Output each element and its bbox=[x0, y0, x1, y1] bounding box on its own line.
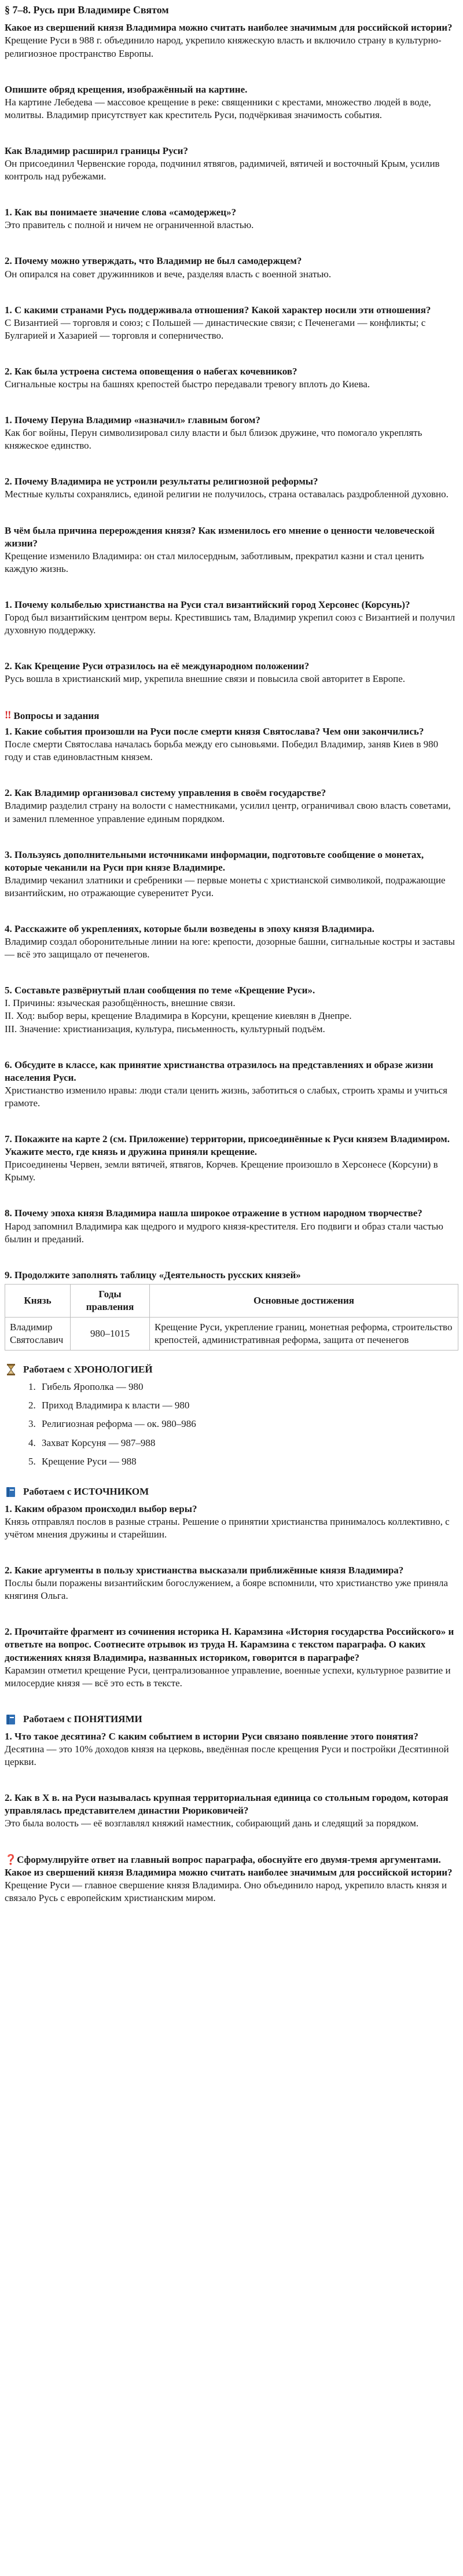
qa-block bbox=[5, 984, 458, 1035]
answer: Князь отправлял послов в разные страны. Решение о принятии христианства принималось коллективно, с учётом мнения дружины и старейшин. bbox=[5, 1515, 450, 1540]
answer: Народ запомнил Владимира как щедрого и мудрого князя-крестителя. Его подвиги и образ стали частью былин и преданий. bbox=[5, 1220, 443, 1245]
concepts-heading bbox=[5, 1713, 458, 1726]
question: 3. Пользуясь дополнительными источниками информации, подготовьте сообщение о монетах, которые чеканили на Руси при князе Владимире. bbox=[5, 849, 424, 873]
princes-table bbox=[5, 1284, 458, 1351]
answer: Как бог войны, Перун символизировал силу власти и был близок дружине, что помогало укреплять княжеское единство. bbox=[5, 427, 422, 452]
question: Опишите обряд крещения, изображённый на картине. bbox=[5, 83, 248, 95]
chronology-list bbox=[5, 1381, 458, 1467]
answer: Русь вошла в христианский мир, укрепила внешние связи и повысила свой авторитет в Европе. bbox=[5, 673, 406, 685]
question: 2. Почему Владимира не устроили результаты религиозной реформы? bbox=[5, 476, 318, 487]
qa-block bbox=[5, 787, 458, 825]
answer: Это была волость — её возглавлял княжий наместник, собирающий дань и следящий за порядком. bbox=[5, 1818, 419, 1829]
table-cell-achievements: Крещение Руси, укрепление границ, монетная реформа, строительство крепостей, административная реформа, защита от печенегов bbox=[150, 1317, 458, 1350]
answer: Послы были поражены византийским богослужением, а бояре вспомнили, что христианство уже приняла княгиня Ольга. bbox=[5, 1577, 448, 1602]
book-icon bbox=[5, 1485, 17, 1498]
question: 8. Почему эпоха князя Владимира нашла широкое отражение в устном народном творчестве? bbox=[5, 1208, 422, 1219]
qa-block bbox=[5, 1059, 458, 1110]
list-item: 1. Гибель Ярополка — 980 bbox=[38, 1381, 458, 1393]
chronology-heading bbox=[5, 1363, 458, 1376]
question: В чём была причина перерождения князя? Как изменилось его мнение о ценности человеческой жизни? bbox=[5, 524, 435, 549]
concepts-list bbox=[5, 1730, 458, 1830]
answer: Сигнальные костры на башнях крепостей быстро передавали тревогу вплоть до Киева. bbox=[5, 378, 370, 390]
qa-block bbox=[5, 83, 458, 122]
question: 2. Как Владимир организовал систему управления в своём государстве? bbox=[5, 787, 326, 799]
table-task: 9. Продолжите заполнять таблицу «Деятельность русских князей» bbox=[5, 1269, 301, 1280]
list-item: 4. Захват Корсуня — 987–988 bbox=[38, 1437, 458, 1450]
question-mark-icon: ❓ bbox=[5, 1854, 17, 1865]
question: 2. Прочитайте фрагмент из сочинения историка Н. Карамзина «История государства Российского» и ответьте на вопрос. Соотнесите отрывок из труда Н. Карамзина с текстом параграфа. О каких достижениях князя Владимира, названных историком, говорится в параграфе? bbox=[5, 1626, 454, 1663]
plan-line: II. Ход: выбор веры, крещение Владимира в Корсуни, крещение киевлян в Днепре. bbox=[5, 1010, 352, 1022]
qa-block bbox=[5, 206, 458, 232]
question: 1. Почему колыбелью христианства на Руси стал византийский город Херсонес (Корсунь)? bbox=[5, 599, 410, 610]
answer: Владимир разделил страну на волости с наместниками, усилил центр, ограничивал свою власть советами, и заменил племенное управление единым порядком. bbox=[5, 800, 451, 824]
qa-block bbox=[5, 145, 458, 183]
question: 1. Каким образом происходил выбор веры? bbox=[5, 1503, 197, 1514]
qa-block bbox=[5, 414, 458, 452]
final-question bbox=[5, 1854, 458, 1879]
book-icon bbox=[5, 1713, 17, 1726]
question: 2. Как Крещение Руси отразилось на её международном положении? bbox=[5, 660, 310, 672]
qa-block bbox=[5, 849, 458, 900]
final-question-block bbox=[5, 1854, 458, 1905]
sources-heading-label: Работаем с ИСТОЧНИКОМ bbox=[23, 1485, 149, 1497]
table-header-row bbox=[5, 1284, 458, 1317]
qa-block bbox=[5, 1207, 458, 1245]
plan-line: I. Причины: языческая разобщённость, внешние связи. bbox=[5, 997, 236, 1009]
page-title: § 7–8. Русь при Владимире Святом bbox=[5, 4, 169, 16]
table-header-cell: Годы правления bbox=[71, 1284, 150, 1317]
question: 2. Как в X в. на Руси называлась крупная территориальная единица со стольным городом, которая управлялась представителем династии Рюриковичей? bbox=[5, 1792, 449, 1817]
qa-block bbox=[5, 475, 458, 501]
tasks-heading-label: Вопросы и задания bbox=[13, 710, 100, 721]
list-item: 2. Приход Владимира к власти — 980 bbox=[38, 1399, 458, 1412]
table-row bbox=[5, 1317, 458, 1350]
qa-block bbox=[5, 1564, 458, 1602]
plan-line: III. Значение: христианизация, культура, письменность, культурный подъём. bbox=[5, 1023, 325, 1034]
final-question-text: Сформулируйте ответ на главный вопрос параграфа, обоснуйте его двумя-тремя аргументами. Какое из свершений князя Владимира можно считать наиболее значимым для российской истории? bbox=[5, 1854, 453, 1878]
answer: Крещение изменило Владимира: он стал милосердным, заботливым, прекратил казни и стал ценить каждую жизнь. bbox=[5, 550, 424, 574]
answer: Это правитель с полной и ничем не ограниченной властью. bbox=[5, 219, 254, 231]
final-answer: Крещение Руси — главное свершение князя Владимира. Оно объединило народ, укрепило власть князя и связало Русь с европейским христианским миром. bbox=[5, 1879, 447, 1903]
qa-block bbox=[5, 923, 458, 961]
list-item: 5. Крещение Руси — 988 bbox=[38, 1455, 458, 1468]
qa-block bbox=[5, 660, 458, 685]
answer: После смерти Святослава началась борьба между его сыновьями. Победил Владимир, заняв Киев в 980 году и став единовластным князем. bbox=[5, 739, 439, 763]
question: 2. Какие аргументы в пользу христианства высказали приближённые князя Владимира? bbox=[5, 1565, 404, 1576]
qa-block bbox=[5, 255, 458, 280]
qa-block bbox=[5, 365, 458, 391]
concepts-heading-label: Работаем с ПОНЯТИЯМИ bbox=[23, 1713, 142, 1724]
table-cell-years: 980–1015 bbox=[71, 1317, 150, 1350]
question: Как Владимир расширил границы Руси? bbox=[5, 145, 188, 156]
answer: Крещение Руси в 988 г. объединило народ, укрепило княжескую власть и включило страну в культурно-религиозное пространство Европы. bbox=[5, 35, 442, 59]
answer: Владимир создал оборонительные линии на юге: крепости, дозорные башни, сигнальные костры и заставы — всё это защищало от печенегов. bbox=[5, 936, 455, 960]
qa-block bbox=[5, 725, 458, 764]
tasks-heading bbox=[5, 709, 458, 723]
qa-block bbox=[5, 1792, 458, 1830]
answer: Карамзин отметил крещение Руси, централизованное управление, военные успехи, культурное развитие и милосердие князя — всё это есть в тексте. bbox=[5, 1664, 451, 1689]
question: 4. Расскажите об укреплениях, которые были возведены в эпоху князя Владимира. bbox=[5, 923, 374, 935]
answer: Он опирался на совет дружинников и вече, разделяя власть с военной знатью. bbox=[5, 268, 332, 280]
qa-block bbox=[5, 599, 458, 637]
hourglass-icon bbox=[5, 1363, 17, 1376]
answer: Присоединены Червен, земли вятичей, ятвягов, Корчев. Крещение произошло в Херсонесе (Корсуни) в Крыму. bbox=[5, 1159, 438, 1183]
table-cell-prince: Владимир Святославич bbox=[5, 1317, 71, 1350]
question: 1. Как вы понимаете значение слова «самодержец»? bbox=[5, 207, 237, 218]
qa-block bbox=[5, 1625, 458, 1689]
qa-block bbox=[5, 1503, 458, 1541]
question: 1. Какие события произошли на Руси после смерти князя Святослава? Чем они закончились? bbox=[5, 726, 424, 737]
tasks-list bbox=[5, 725, 458, 1246]
list-item: 3. Религиозная реформа — ок. 980–986 bbox=[38, 1418, 458, 1430]
table-header-cell: Основные достижения bbox=[150, 1284, 458, 1317]
qa-block bbox=[5, 21, 458, 60]
chronology-heading-label: Работаем с ХРОНОЛОГИЕЙ bbox=[23, 1364, 153, 1375]
answer: Владимир чеканил златники и сребреники — первые монеты с христианской символикой, подражающие византийским, но отражающие суверенитет Руси. bbox=[5, 874, 446, 898]
sources-list bbox=[5, 1503, 458, 1690]
question: 5. Составьте развёрнутый план сообщения по теме «Крещение Руси». bbox=[5, 985, 315, 996]
answer: С Византией — торговля и союз; с Польшей — династические связи; с Печенегами — конфликты; с Булгарией и Хазарией — торговля и соперничество. bbox=[5, 317, 426, 341]
table-header-cell: Князь bbox=[5, 1284, 71, 1317]
question: 7. Покажите на карте 2 (см. Приложение) территории, присоединённые к Руси князем Владимиром. Укажите место, где князь и дружина приняли крещение. bbox=[5, 1133, 450, 1158]
answer: Он присоединил Червенские города, подчинил ятвягов, радимичей, вятичей и восточный Крым, усилив контроль над рубежами. bbox=[5, 158, 440, 182]
answer: Город был византийским центром веры. Крестившись там, Владимир укрепил союз с Византией и получил духовную поддержку. bbox=[5, 612, 455, 636]
question: 2. Почему можно утверждать, что Владимир не был самодержцем? bbox=[5, 255, 302, 267]
question: Какое из свершений князя Владимира можно считать наиболее значимым для российской истории? bbox=[5, 22, 453, 34]
question: 2. Как была устроена система оповещения о набегах кочевников? bbox=[5, 365, 297, 377]
intro-questions bbox=[5, 21, 458, 685]
double-exclamation-icon: ‼ bbox=[5, 709, 12, 722]
qa-block bbox=[5, 1133, 458, 1184]
answer: Местные культы сохранялись, единой религии не получилось, страна оставалась раздробленной духовно. bbox=[5, 489, 449, 500]
question: 1. С какими странами Русь поддерживала отношения? Какой характер носили эти отношения? bbox=[5, 304, 431, 315]
qa-block bbox=[5, 304, 458, 342]
question: 6. Обсудите в классе, как принятие христианства отразилось на представлениях и образе жизни населения Руси. bbox=[5, 1059, 433, 1083]
question: 1. Что такое десятина? С каким событием в истории Руси связано появление этого понятия? bbox=[5, 1730, 418, 1742]
answer: Христианство изменило нравы: люди стали ценить жизнь, заботиться о слабых, строить храмы и учиться грамоте. bbox=[5, 1084, 447, 1109]
answer: Десятина — это 10% доходов князя на церковь, введённая после крещения Руси и постройки Десятинной церкви. bbox=[5, 1744, 449, 1768]
qa-block bbox=[5, 524, 458, 575]
sources-heading bbox=[5, 1485, 458, 1498]
question: 1. Почему Перуна Владимир «назначил» главным богом? bbox=[5, 414, 260, 426]
qa-block bbox=[5, 1730, 458, 1768]
answer: На картине Лебедева — массовое крещение в реке: священники с крестами, множество людей в воде, молитвы. Владимир присутствует как креститель Руси, подчёркивая значимость события. bbox=[5, 96, 431, 120]
